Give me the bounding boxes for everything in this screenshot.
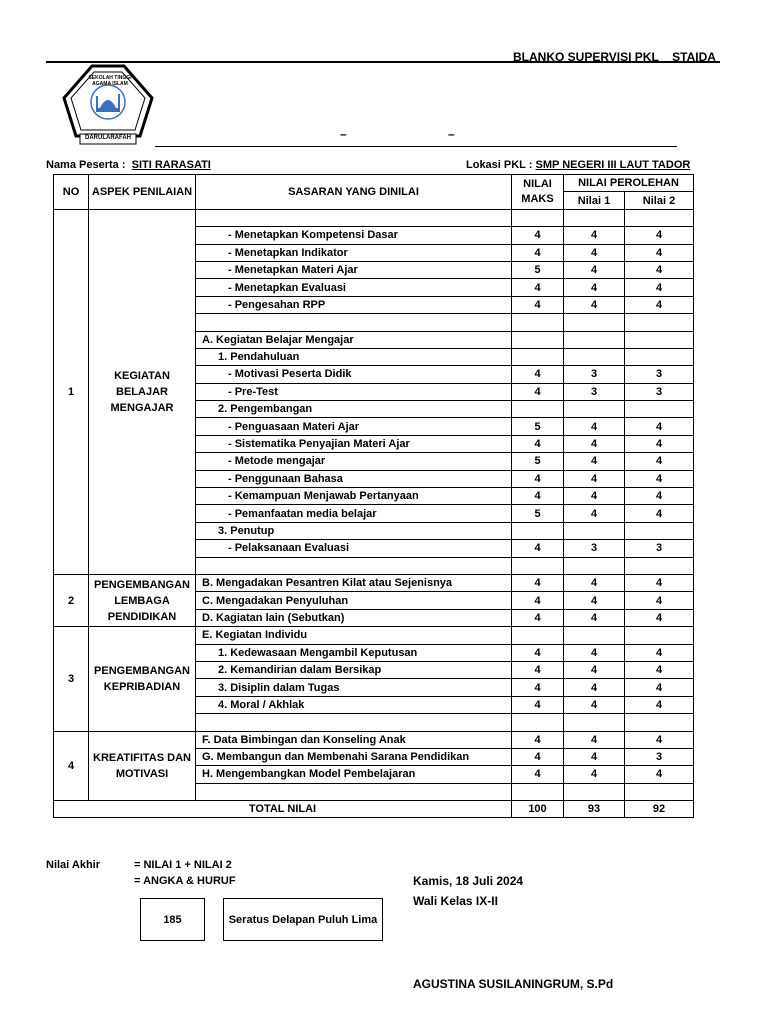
nilai2-cell: 4 (625, 679, 694, 696)
nilai-maks-cell: 4 (512, 696, 564, 713)
nilai1-cell: 4 (564, 435, 625, 452)
group-number: 4 (54, 731, 89, 801)
nilai-maks-cell (512, 331, 564, 348)
nilai2-cell (625, 348, 694, 365)
nilai-maks-cell: 4 (512, 296, 564, 313)
nilai2-cell: 4 (625, 505, 694, 522)
group-aspect: PENGEMBANGAN LEMBAGA PENDIDIKAN (89, 574, 196, 626)
nilai1-cell: 4 (564, 574, 625, 591)
nilai1-cell: 3 (564, 540, 625, 557)
nilai1-cell: 4 (564, 748, 625, 765)
nilai-maks-cell: 4 (512, 366, 564, 383)
criterion-text: C. Mengadakan Penyuluhan (196, 592, 512, 609)
nilai1-cell (564, 714, 625, 731)
col-nilai2-header: Nilai 2 (625, 192, 694, 209)
nilai2-cell: 4 (625, 661, 694, 678)
criterion-text (196, 209, 512, 226)
criterion-text: - Pre-Test (196, 383, 512, 400)
nilai-maks-cell (512, 714, 564, 731)
nilai1-cell: 3 (564, 366, 625, 383)
maks-header-line2: MAKS (521, 192, 554, 205)
col-nilai1-header: Nilai 1 (564, 192, 625, 209)
nilai-maks-cell: 4 (512, 766, 564, 783)
name-label: Nama Peserta : (46, 159, 126, 171)
nilai1-cell: 4 (564, 418, 625, 435)
nilai1-cell (564, 314, 625, 331)
criterion-text: - Penguasaan Materi Ajar (196, 418, 512, 435)
nilai2-cell: 4 (625, 227, 694, 244)
header-top-rule (46, 61, 720, 63)
nilai2-cell (625, 331, 694, 348)
nilai2-cell (625, 783, 694, 800)
col-aspek-header: ASPEK PENILAIAN (89, 175, 196, 210)
nilai-maks-cell: 4 (512, 731, 564, 748)
nilai-maks-cell: 4 (512, 227, 564, 244)
table-row (54, 627, 694, 644)
nilai-akhir-label: Nilai Akhir (46, 859, 100, 871)
participant-name (46, 159, 211, 171)
signer-name: AGUSTINA SUSILANINGRUM, S.Pd (413, 977, 614, 991)
nilai-maks-cell: 4 (512, 679, 564, 696)
nilai-maks-cell: 4 (512, 470, 564, 487)
title-left: BLANKO SUPERVISI PKL (513, 50, 659, 64)
group-number: 1 (54, 209, 89, 574)
table-row (54, 574, 694, 591)
location-label: Lokasi PKL : (466, 159, 533, 171)
nilai2-cell: 4 (625, 279, 694, 296)
col-no-header: NO (54, 175, 89, 210)
nilai2-cell: 4 (625, 574, 694, 591)
nilai2-cell (625, 557, 694, 574)
nilai2-cell: 4 (625, 609, 694, 626)
nilai1-cell (564, 557, 625, 574)
pkl-location (466, 159, 690, 171)
nilai-maks-cell: 4 (512, 244, 564, 261)
nilai-maks-cell: 4 (512, 609, 564, 626)
nilai-maks-cell: 4 (512, 574, 564, 591)
signer-role: Wali Kelas IX-II (413, 894, 498, 908)
criterion-text: - Pengesahan RPP (196, 296, 512, 313)
formula-line1: = NILAI 1 + NILAI 2 (134, 859, 232, 871)
assessment-table (53, 174, 694, 818)
nilai2-cell (625, 627, 694, 644)
nilai1-cell: 4 (564, 766, 625, 783)
table-row (54, 731, 694, 748)
col-maks-header (512, 175, 564, 210)
criterion-text: - Menetapkan Kompetensi Dasar (196, 227, 512, 244)
nilai2-cell (625, 314, 694, 331)
table-row (54, 209, 694, 226)
nilai-maks-cell (512, 209, 564, 226)
nilai2-cell: 4 (625, 592, 694, 609)
nilai1-cell: 4 (564, 470, 625, 487)
nilai-maks-cell (512, 627, 564, 644)
total-nilai1: 93 (564, 801, 625, 818)
group-number: 2 (54, 574, 89, 626)
nilai2-cell: 4 (625, 296, 694, 313)
nilai-maks-cell (512, 401, 564, 418)
nilai1-cell: 4 (564, 696, 625, 713)
nilai2-cell: 4 (625, 488, 694, 505)
nilai1-cell: 4 (564, 296, 625, 313)
nilai1-cell (564, 209, 625, 226)
formula-line2: = ANGKA & HURUF (134, 875, 236, 887)
nilai2-cell: 4 (625, 766, 694, 783)
logo-text-top: SEKOLAH TINGGI AGAMA ISLAM (88, 75, 132, 87)
nilai1-cell (564, 401, 625, 418)
nilai2-cell: 4 (625, 244, 694, 261)
criterion-text: 2. Pengembangan (196, 401, 512, 418)
criterion-text: B. Mengadakan Pesantren Kilat atau Sejenisnya (196, 574, 512, 591)
nilai2-cell: 4 (625, 731, 694, 748)
nilai-maks-cell: 4 (512, 540, 564, 557)
criterion-text: - Penggunaan Bahasa (196, 470, 512, 487)
nilai-maks-cell: 5 (512, 453, 564, 470)
criterion-text: - Menetapkan Materi Ajar (196, 261, 512, 278)
nilai1-cell: 4 (564, 261, 625, 278)
nilai-maks-cell: 4 (512, 592, 564, 609)
nilai1-cell: 4 (564, 453, 625, 470)
total-row (54, 801, 694, 818)
criterion-text: H. Mengembangkan Model Pembelajaran (196, 766, 512, 783)
nilai-maks-cell: 5 (512, 261, 564, 278)
total-nilai2: 92 (625, 801, 694, 818)
nilai1-cell: 4 (564, 609, 625, 626)
nilai2-cell (625, 522, 694, 539)
criterion-text: 3. Disiplin dalam Tugas (196, 679, 512, 696)
criterion-text: 1. Kedewasaan Mengambil Keputusan (196, 644, 512, 661)
nilai2-cell: 3 (625, 540, 694, 557)
logo-text-bottom: DARULARAFAH (85, 135, 131, 141)
criterion-text: - Pemanfaatan media belajar (196, 505, 512, 522)
nilai2-cell (625, 209, 694, 226)
nilai2-cell: 4 (625, 453, 694, 470)
criterion-text: 1. Pendahuluan (196, 348, 512, 365)
group-aspect: PENGEMBANGAN KEPRIBADIAN (89, 627, 196, 731)
nilai-maks-cell: 4 (512, 748, 564, 765)
nilai-maks-cell (512, 314, 564, 331)
nilai1-cell: 4 (564, 227, 625, 244)
criterion-text: D. Kagiatan lain (Sebutkan) (196, 609, 512, 626)
nilai-maks-cell (512, 783, 564, 800)
nilai1-cell: 4 (564, 279, 625, 296)
name-value: SITI RARASATI (131, 159, 211, 171)
criterion-text (196, 557, 512, 574)
criterion-text: G. Membangun dan Membenahi Sarana Pendidikan (196, 748, 512, 765)
criterion-text (196, 714, 512, 731)
location-value: SMP NEGERI III LAUT TADOR (535, 159, 691, 171)
nilai1-cell: 4 (564, 488, 625, 505)
criterion-text: 3. Penutup (196, 522, 512, 539)
group-aspect: KREATIFITAS DAN MOTIVASI (89, 731, 196, 801)
nilai-maks-cell: 5 (512, 418, 564, 435)
nilai1-cell: 4 (564, 679, 625, 696)
nilai1-cell: 4 (564, 731, 625, 748)
signing-date: Kamis, 18 Juli 2024 (413, 874, 524, 888)
nilai2-cell (625, 714, 694, 731)
nilai2-cell: 4 (625, 470, 694, 487)
nilai2-cell: 4 (625, 418, 694, 435)
criterion-text: E. Kegiatan Individu (196, 627, 512, 644)
criterion-text (196, 783, 512, 800)
nilai-maks-cell: 4 (512, 644, 564, 661)
nilai-maks-cell: 4 (512, 435, 564, 452)
nilai1-cell (564, 783, 625, 800)
nilai2-cell: 4 (625, 644, 694, 661)
criterion-text: - Motivasi Peserta Didik (196, 366, 512, 383)
nilai2-cell: 3 (625, 748, 694, 765)
nilai2-cell: 4 (625, 261, 694, 278)
total-label: TOTAL NILAI (54, 801, 512, 818)
nilai-maks-cell: 4 (512, 488, 564, 505)
nilai2-cell: 4 (625, 696, 694, 713)
group-aspect: KEGIATAN BELAJAR MENGAJAR (89, 209, 196, 574)
nilai-maks-cell: 4 (512, 661, 564, 678)
nilai1-cell: 4 (564, 244, 625, 261)
col-perolehan-header: NILAI PEROLEHAN (564, 175, 694, 192)
nilai-maks-cell: 4 (512, 383, 564, 400)
maks-header-line1: NILAI (523, 177, 552, 190)
nilai1-cell (564, 627, 625, 644)
nilai2-cell (625, 401, 694, 418)
nilai1-cell: 3 (564, 383, 625, 400)
nilai1-cell: 4 (564, 661, 625, 678)
nilai2-cell: 3 (625, 366, 694, 383)
nilai1-cell: 4 (564, 592, 625, 609)
score-words-box: Seratus Delapan Puluh Lima (223, 898, 383, 941)
nilai-maks-cell: 4 (512, 279, 564, 296)
criterion-text: F. Data Bimbingan dan Konseling Anak (196, 731, 512, 748)
criterion-text: 4. Moral / Akhlak (196, 696, 512, 713)
nilai-maks-cell: 5 (512, 505, 564, 522)
criterion-text: - Metode mengajar (196, 453, 512, 470)
nilai-maks-cell (512, 348, 564, 365)
group-number: 3 (54, 627, 89, 731)
nilai-maks-cell (512, 522, 564, 539)
nilai1-cell (564, 522, 625, 539)
nilai1-cell (564, 348, 625, 365)
col-sasaran-header: SASARAN YANG DINILAI (196, 175, 512, 210)
criterion-text: A. Kegiatan Belajar Mengajar (196, 331, 512, 348)
nilai2-cell: 4 (625, 435, 694, 452)
criterion-text: - Menetapkan Evaluasi (196, 279, 512, 296)
nilai1-cell (564, 331, 625, 348)
nilai1-cell: 4 (564, 505, 625, 522)
title-right: STAIDA (672, 50, 716, 64)
dash-1: – (340, 127, 347, 141)
criterion-text: 2. Kemandirian dalam Bersikap (196, 661, 512, 678)
criterion-text (196, 314, 512, 331)
criterion-text: - Menetapkan Indikator (196, 244, 512, 261)
criterion-text: - Kemampuan Menjawab Pertanyaan (196, 488, 512, 505)
criterion-text: - Sistematika Penyajian Materi Ajar (196, 435, 512, 452)
score-number-box: 185 (140, 898, 205, 941)
criterion-text: - Pelaksanaan Evaluasi (196, 540, 512, 557)
dash-2: – (448, 127, 455, 141)
header-bottom-rule (155, 146, 677, 147)
nilai1-cell: 4 (564, 644, 625, 661)
nilai-maks-cell (512, 557, 564, 574)
nilai2-cell: 3 (625, 383, 694, 400)
total-maks: 100 (512, 801, 564, 818)
